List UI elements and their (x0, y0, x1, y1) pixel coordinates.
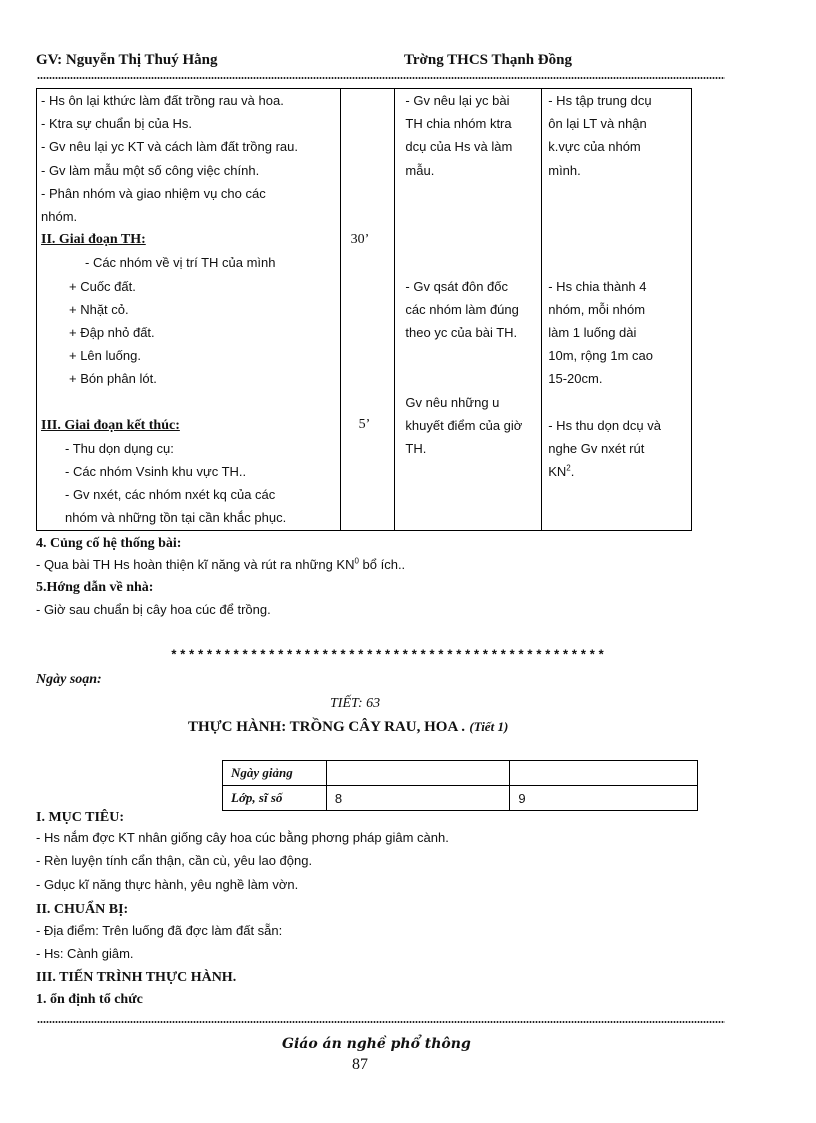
footer-title: Giáo án nghề phổ thông (282, 1036, 471, 1052)
activity-line: - Các nhóm Vsinh khu vực TH.. (65, 464, 247, 479)
activity-line: - Gv làm mẫu một số công việc chính. (41, 162, 260, 178)
kn-text: KN (548, 464, 567, 480)
lesson-title-main: THỰC HÀNH: TRỒNG CÂY RAU, HOA . (188, 719, 465, 735)
footer-rule (37, 1020, 725, 1024)
schedule-class-label: Lớp, sĩ số (223, 786, 327, 811)
section-4-title: 4. Củng cố hệ thống bài: (36, 536, 182, 551)
header-rule (37, 76, 725, 80)
page-number: 87 (352, 1056, 368, 1073)
preparation-line: - Hs: Cành giâm. (36, 946, 134, 961)
lesson-table (36, 88, 692, 531)
activity-line: - Hs ôn lại kthức làm đất trồng rau và hoa. (41, 93, 284, 108)
preparation-title: II. CHUẨN BỊ: (36, 902, 129, 917)
student-line: ôn lại LT và nhận (548, 116, 647, 132)
objective-line: - Gdục kĩ năng thực hành, yêu nghề làm vờn. (36, 877, 299, 892)
activity-line: - Thu dọn dụng cụ: (65, 440, 174, 456)
schedule-row-class (223, 786, 698, 811)
objective-line: - Rèn luyện tính cẩn thận, cần cù, yêu lao động. (36, 853, 313, 868)
preparation-line: - Địa điểm: Trên luống đã đợc làm đất sẵn: (36, 923, 283, 938)
teacher-line: theo yc của bài TH. (405, 324, 518, 340)
section-5-line: - Giờ sau chuẩn bị cây hoa cúc để trồng. (36, 602, 271, 617)
teacher-line: TH chia nhóm ktra (405, 116, 512, 132)
student-column (542, 89, 692, 531)
activity-line: - Ktra sự chuẩn bị của Hs. (41, 116, 193, 132)
activity-line (41, 390, 340, 413)
student-line (548, 460, 691, 483)
procedure-step-1: 1. ổn định tổ chức (36, 992, 143, 1007)
schedule-cell (510, 761, 698, 786)
teacher-line: khuyết điểm của giờ (405, 417, 523, 433)
activity-line: - Phân nhóm và giao nhiệm vụ cho các (41, 185, 266, 201)
schedule-date-label: Ngày giảng (223, 761, 327, 786)
teacher-line: mẫu. (405, 162, 435, 178)
section-4-line (36, 557, 405, 572)
teacher-line: Gv nêu những u (405, 394, 500, 410)
schedule-cell: 9 (510, 786, 698, 811)
teacher-line: dcụ của Hs và làm (405, 139, 513, 155)
star-separator: ************************************************* (170, 648, 607, 663)
student-line: nghe Gv nxét rút (548, 440, 645, 456)
activity-line: + Lên luống. (69, 348, 141, 364)
section-4-text: - Qua bài TH Hs hoàn thiện kĩ năng và rút ra những KN (36, 557, 355, 572)
activity-line: - Gv nêu lại yc KT và cách làm đất trồng rau. (41, 139, 298, 155)
student-line: 15-20cm. (548, 371, 603, 387)
teacher-line: - Gv nêu lại yc bài (405, 93, 510, 108)
activity-column (37, 89, 341, 531)
student-line: - Hs thu dọn dcụ và (548, 417, 661, 433)
teacher-line: TH. (405, 440, 427, 456)
section-5-title: 5.Hớng dẫn về nhà: (36, 580, 154, 595)
activity-line: - Gv nxét, các nhóm nxét kq của các (65, 487, 276, 503)
schedule-cell: 8 (326, 786, 510, 811)
student-line: - Hs tập trung dcụ (548, 93, 652, 108)
teacher-name: GV: Nguyễn Thị Thuý Hằng (36, 52, 218, 68)
student-line: k.vực của nhóm (548, 139, 641, 155)
student-line: nhóm, mỗi nhóm (548, 301, 646, 317)
student-line: mình. (548, 162, 581, 178)
activity-line: + Bón phân lót. (69, 371, 157, 387)
time-practice: 30’ (350, 232, 370, 247)
schedule-row-date (223, 761, 698, 786)
stage-heading-end: III. Giai đoạn kết thúc: (41, 417, 180, 433)
ngay-soan-label: Ngày soạn: (36, 672, 102, 687)
student-line: - Hs chia thành 4 (548, 278, 647, 294)
schedule-cell (326, 761, 510, 786)
student-line: làm 1 luống dài (548, 324, 637, 340)
time-end: 5’ (358, 417, 371, 433)
section-4-text-end: bổ ích.. (358, 557, 406, 572)
activity-line: + Đập nhỏ đất. (69, 324, 155, 340)
objectives-title: I. MỤC TIÊU: (36, 810, 125, 825)
school-name: Trờng THCS Thạnh Đồng (404, 52, 572, 68)
lesson-number: TIẾT: 63 (330, 696, 381, 711)
teacher-line: các nhóm làm đúng (405, 301, 519, 317)
kn-superscript: 2 (566, 463, 571, 473)
activity-line: nhóm và những tồn tại cần khắc phục. (65, 510, 287, 526)
lesson-title-sub: (Tiết 1) (469, 719, 509, 734)
stage-heading-practice: II. Giai đoạn TH: (41, 232, 146, 248)
section-4-superscript: 0 (354, 556, 359, 566)
activity-line: - Các nhóm về vị trí TH của mình (85, 255, 276, 271)
student-line: 10m, rộng 1m cao (548, 348, 654, 364)
procedure-title: III. TIẾN TRÌNH THỰC HÀNH. (36, 970, 237, 985)
teacher-column (395, 89, 542, 531)
schedule-table (222, 760, 698, 811)
activity-line: + Nhặt cỏ. (69, 301, 129, 317)
teacher-line: - Gv qsát đôn đốc (405, 278, 509, 294)
activity-line: + Cuốc đất. (69, 278, 136, 294)
time-column (340, 89, 395, 531)
activity-line: nhóm. (41, 208, 78, 224)
objective-line: - Hs nắm đợc KT nhân giống cây hoa cúc bằng phơng pháp giâm cành. (36, 830, 449, 845)
lesson-title (188, 718, 508, 736)
kn-period: . (570, 464, 575, 480)
